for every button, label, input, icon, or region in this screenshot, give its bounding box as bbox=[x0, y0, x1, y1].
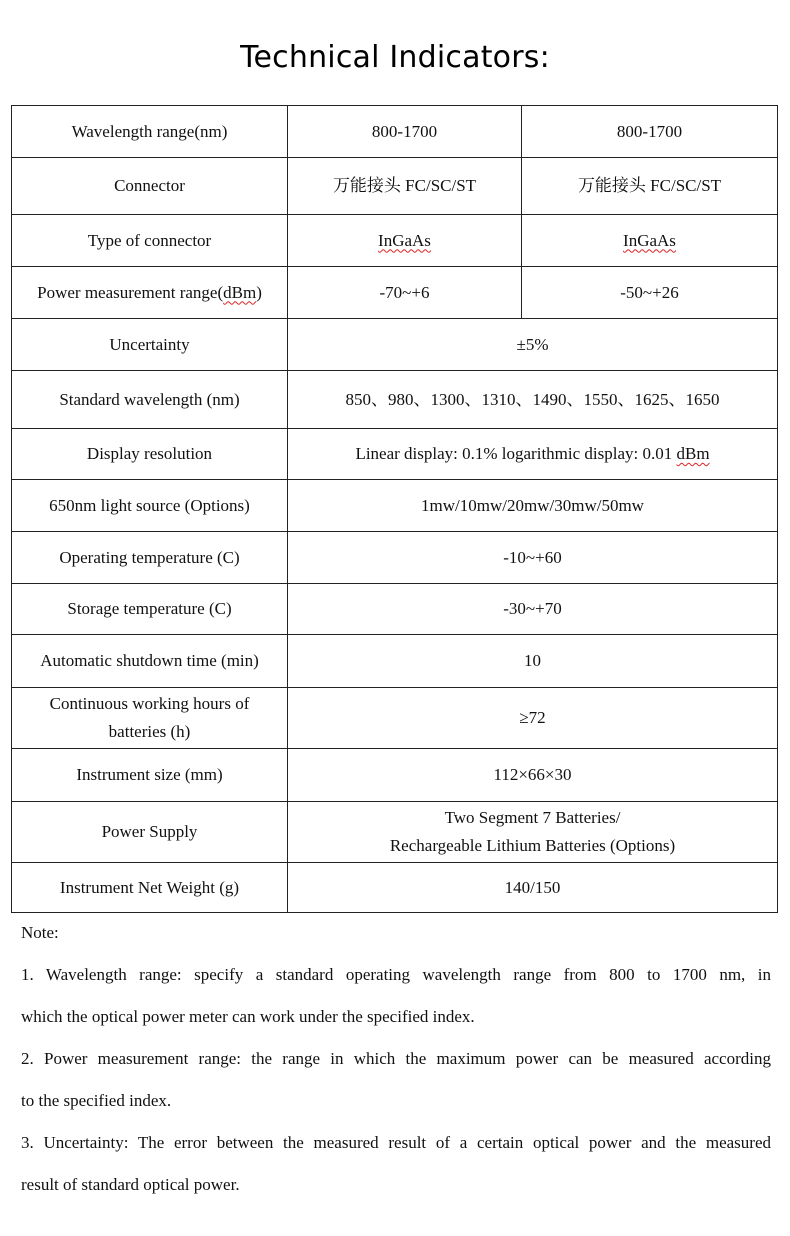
note-line: result of standard optical power. bbox=[21, 1175, 240, 1194]
cell-value: 112×66×30 bbox=[288, 749, 778, 802]
row-label bbox=[12, 267, 288, 319]
label-unit: dBm bbox=[223, 282, 257, 302]
table-row bbox=[12, 319, 778, 371]
row-label: Operating temperature (C) bbox=[12, 532, 288, 584]
note-line: 3. Uncertainty: The error between the measured result of a certain optical power and the measured bbox=[21, 1133, 771, 1152]
notes-section bbox=[21, 912, 771, 1206]
cell-value: ≥72 bbox=[288, 688, 778, 749]
cell-value: 1mw/10mw/20mw/30mw/50mw bbox=[288, 480, 778, 532]
cell-value bbox=[288, 215, 522, 267]
cell-text: InGaAs bbox=[378, 230, 431, 250]
label-suffix: ) bbox=[256, 282, 262, 302]
cell-line: Two Segment 7 Batteries/ bbox=[444, 808, 621, 827]
cell-value: 800-1700 bbox=[288, 106, 522, 158]
cell-line: Rechargeable Lithium Batteries (Options) bbox=[389, 836, 676, 855]
row-label: Instrument Net Weight (g) bbox=[12, 863, 288, 913]
note-line: to the specified index. bbox=[21, 1091, 172, 1110]
page-title: Technical Indicators: bbox=[240, 40, 550, 75]
cell-value: -50~+26 bbox=[522, 267, 778, 319]
row-label: 650nm light source (Options) bbox=[12, 480, 288, 532]
note-line: 2. Power measurement range: the range in which the maximum power can be measured according bbox=[21, 1049, 771, 1068]
cell-value: 10 bbox=[288, 635, 778, 688]
table-row bbox=[12, 688, 778, 749]
row-label: Type of connector bbox=[12, 215, 288, 267]
cell-value bbox=[288, 802, 778, 863]
row-label: Wavelength range(nm) bbox=[12, 106, 288, 158]
row-label bbox=[12, 688, 288, 749]
note-item bbox=[21, 1122, 771, 1164]
spec-table bbox=[11, 105, 778, 913]
note-item bbox=[21, 1038, 771, 1080]
row-label: Instrument size (mm) bbox=[12, 749, 288, 802]
cell-text: Linear display: 0.1% logarithmic display: 0.01 bbox=[355, 444, 677, 463]
table-row bbox=[12, 267, 778, 319]
cell-value: 140/150 bbox=[288, 863, 778, 913]
note-line: which the optical power meter can work under the specified index. bbox=[21, 1007, 475, 1026]
cell-value: 万能接头 FC/SC/ST bbox=[522, 158, 778, 215]
notes-heading: Note: bbox=[21, 923, 59, 942]
table-row bbox=[12, 532, 778, 584]
table-row bbox=[12, 863, 778, 913]
cell-value bbox=[522, 215, 778, 267]
table-row bbox=[12, 802, 778, 863]
cell-value: 万能接头 FC/SC/ST bbox=[288, 158, 522, 215]
table-row bbox=[12, 584, 778, 635]
table-row bbox=[12, 158, 778, 215]
table-row bbox=[12, 635, 778, 688]
table-row bbox=[12, 215, 778, 267]
cell-value: 850、980、1300、1310、1490、1550、1625、1650 bbox=[288, 371, 778, 429]
cell-value: 800-1700 bbox=[522, 106, 778, 158]
cell-value bbox=[288, 429, 778, 480]
cell-unit: dBm bbox=[676, 444, 710, 463]
note-item bbox=[21, 996, 771, 1038]
row-label: Storage temperature (C) bbox=[12, 584, 288, 635]
row-label: Connector bbox=[12, 158, 288, 215]
table-row bbox=[12, 106, 778, 158]
note-item bbox=[21, 1164, 771, 1206]
cell-value: -30~+70 bbox=[288, 584, 778, 635]
row-label: Automatic shutdown time (min) bbox=[12, 635, 288, 688]
label-prefix: Power measurement range( bbox=[37, 282, 224, 302]
row-label: Uncertainty bbox=[12, 319, 288, 371]
row-label: Power Supply bbox=[12, 802, 288, 863]
cell-value: ±5% bbox=[288, 319, 778, 371]
table-row bbox=[12, 749, 778, 802]
cell-value: -70~+6 bbox=[288, 267, 522, 319]
cell-text: InGaAs bbox=[623, 230, 676, 250]
note-line: 1. Wavelength range: specify a standard operating wavelength range from 800 to 1700 nm, in bbox=[21, 965, 771, 984]
note-item bbox=[21, 1080, 771, 1122]
label-line: batteries (h) bbox=[108, 722, 191, 741]
note-item bbox=[21, 954, 771, 996]
row-label: Display resolution bbox=[12, 429, 288, 480]
table-row bbox=[12, 480, 778, 532]
row-label: Standard wavelength (nm) bbox=[12, 371, 288, 429]
cell-value: -10~+60 bbox=[288, 532, 778, 584]
table-row bbox=[12, 429, 778, 480]
label-line: Continuous working hours of bbox=[49, 694, 250, 713]
table-row bbox=[12, 371, 778, 429]
